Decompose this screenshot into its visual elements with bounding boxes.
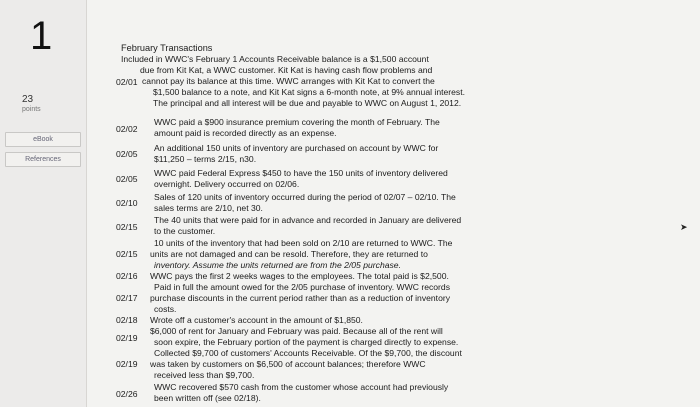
- text-line: Included in WWC's February 1 Accounts Receivable balance is a $1,500 account: [121, 54, 429, 64]
- question-content: [86, 0, 700, 407]
- date-label: 02/10: [116, 198, 138, 208]
- text-line: soon expire, the February portion of the payment is charged directly to expense.: [154, 337, 459, 347]
- text-line: $1,500 balance to a note, and Kit Kat signs a 6-month note, at 9% annual interest.: [153, 87, 465, 97]
- text-line: The 40 units that were paid for in advance and recorded in January are delivered: [154, 215, 462, 225]
- date-label: 02/19: [116, 333, 138, 343]
- text-line: Sales of 120 units of inventory occurred during the period of 02/07 – 02/10. The: [154, 192, 456, 202]
- text-line: Paid in full the amount owed for the 2/05 purchase of inventory. WWC records: [154, 282, 450, 292]
- arrow-cursor-icon: ➤: [680, 222, 688, 232]
- text-line: units are not damaged and can be resold. Therefore, they are returned to: [150, 249, 428, 259]
- date-label: 02/17: [116, 293, 138, 303]
- text-line: $6,000 of rent for January and February was paid. Because all of the rent will: [150, 326, 443, 336]
- points-value: 23: [22, 94, 34, 105]
- text-line: An additional 150 units of inventory are purchased on account by WWC for: [154, 143, 439, 153]
- date-label: 02/01: [116, 77, 138, 87]
- text-line: purchase discounts in the current period rather than as a reduction of inventory: [150, 293, 451, 303]
- text-line: Collected $9,700 of customers' Accounts Receivable. Of the $9,700, the discount: [154, 348, 462, 358]
- text-line: received less than $9,700.: [154, 370, 255, 380]
- text-line: The principal and all interest will be due and payable to WWC on August 1, 2012.: [153, 98, 462, 108]
- question-number: 1: [30, 14, 53, 58]
- date-label: 02/18: [116, 315, 138, 325]
- references-button[interactable]: References: [5, 152, 81, 167]
- text-line: due from Kit Kat, a WWC customer. Kit Kat is having cash flow problems and: [140, 65, 433, 75]
- text-line: sales terms are 2/10, net 30.: [154, 203, 263, 213]
- date-label: 02/05: [116, 174, 138, 184]
- text-line: 10 units of the inventory that had been sold on 2/10 are returned to WWC. The: [154, 238, 453, 248]
- date-label: 02/26: [116, 389, 138, 399]
- text-line: amount paid is recorded directly as an expense.: [154, 128, 337, 138]
- date-label: 02/19: [116, 359, 138, 369]
- text-line: $11,250 – terms 2/15, n30.: [154, 154, 257, 164]
- left-panel: [0, 0, 86, 407]
- text-line: been written off (see 02/18).: [154, 393, 261, 403]
- text-line: Wrote off a customer's account in the amount of $1,850.: [150, 315, 363, 325]
- date-label: 02/15: [116, 222, 138, 232]
- text-line: cannot pay its balance at this time. WWC arranges with Kit Kat to convert the: [142, 76, 435, 86]
- points-label: points: [22, 106, 41, 113]
- text-line: overnight. Delivery occurred on 02/06.: [154, 179, 300, 189]
- date-label: 02/15: [116, 249, 138, 259]
- text-line: inventory. Assume the units returned are from the 2/05 purchase.: [154, 260, 401, 270]
- text-line: WWC pays the first 2 weeks wages to the employees. The total paid is $2,500.: [150, 271, 449, 281]
- text-line: WWC recovered $570 cash from the customer whose account had previously: [154, 382, 449, 392]
- date-label: 02/02: [116, 124, 138, 134]
- text-line: was taken by customers on $6,500 of account balances; therefore WWC: [150, 359, 426, 369]
- text-line: WWC paid Federal Express $450 to have the 150 units of inventory delivered: [154, 168, 448, 178]
- date-label: 02/16: [116, 271, 138, 281]
- ebook-button[interactable]: eBook: [5, 132, 81, 147]
- text-line: costs.: [154, 304, 177, 314]
- date-label: 02/05: [116, 149, 138, 159]
- section-title: February Transactions: [121, 43, 213, 53]
- text-line: WWC paid a $900 insurance premium covering the month of February. The: [154, 117, 440, 127]
- text-line: to the customer.: [154, 226, 216, 236]
